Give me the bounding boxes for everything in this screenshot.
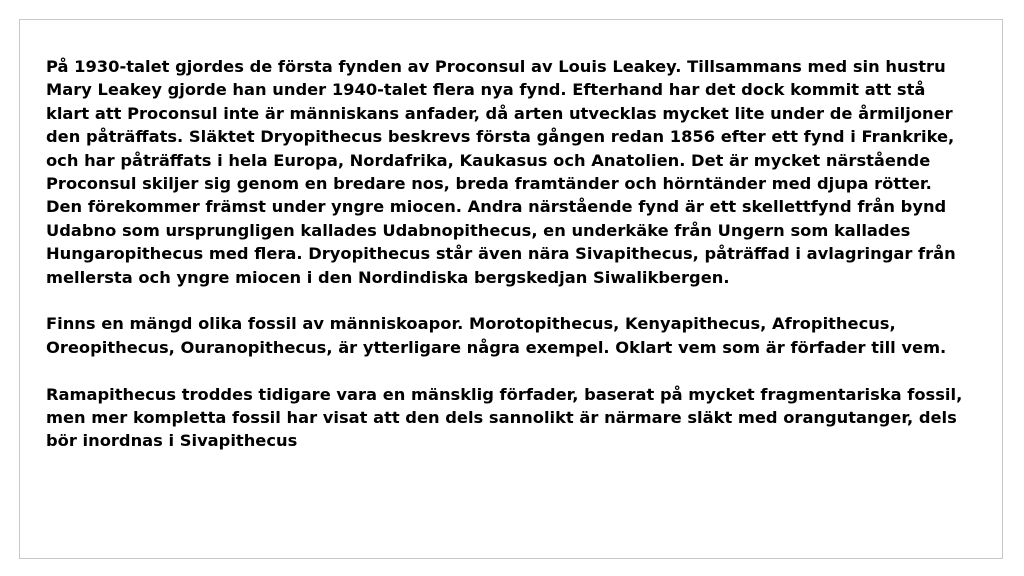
paragraph-ramapithecus: Ramapithecus troddes tidigare vara en mänsklig förfader, baserat på mycket fragmentariska fossil, men mer kompletta fossil har visat att den dels sannolikt är närmare släkt med orangutanger, dels bör inordnas i Sivapithecus [46,384,963,451]
slide [19,19,1003,559]
slide-body [46,55,968,476]
paragraph-proconsul-dryopithecus: På 1930-talet gjordes de första fynden av Proconsul av Louis Leakey. Tillsammans med sin hustru Mary Leakey gjorde han under 1940-talet flera nya fynd. Efterhand har det dock kommit att stå klart att Proconsul inte är människans anfader, då arten utvecklas mycket lite under de årmiljoner den påträffats. Släktet Dryopithecus beskrevs första gången redan 1856 efter ett fynd i Frankrike, och har påträffats i hela Europa, Nordafrika, Kaukasus och Anatolien. Det är mycket närstående Proconsul skiljer sig genom en bredare nos, breda framtänder och hörntänder med djupa rötter. Den förekommer främst under yngre miocen. Andra närstående fynd är ett skellettfynd från bynd Udabno som ursprungligen kallades Udabnopithecus, en underkäke från Ungern som kallades Hungaropithecus med flera. Dryopithecus står även nära Sivapithecus, påträffad i avlagringar från mellersta och yngre miocen i den Nordindiska bergskedjan Siwalikbergen. [46,57,956,287]
paragraph-fossil-apes: Finns en mängd olika fossil av människoapor. Morotopithecus, Kenyapithecus, Afropithecus, Oreopithecus, Ouranopithecus, är ytterligare några exempel. Oklart vem som är förfader till vem. [46,314,947,357]
